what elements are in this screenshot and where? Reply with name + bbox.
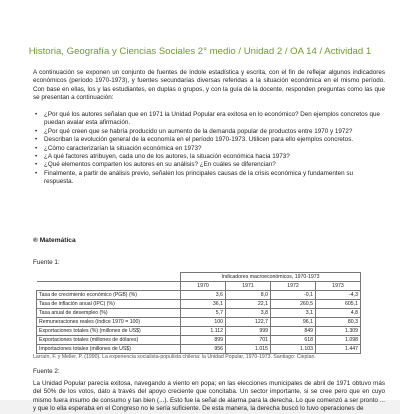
- year-header: 1970: [181, 282, 226, 291]
- row-label: Importaciones totales (millones de US$): [37, 345, 181, 354]
- source-2-paragraph: La Unidad Popular parecía exitosa, navegando a viento en popa; en las elecciones municipales de abril de 1971 obtuvo más del 50% de los votos, dato a través del apoyo creciente que concitaba. Un sector importante, si se cree pero que en cuyo mismo fuera insumo de consumo y tan bien (...). Esto fue la señal de alarma para la derecha. Lo que comenzó a ser pronto ... y que lo ella esperaba en el Congreso no le sería suficiente. De esta manera, la derecha buscó lo tuvo operaciones de: [33, 380, 385, 413]
- table-cell: 605,1: [316, 300, 361, 309]
- table-row: [37, 318, 361, 327]
- table-row: [37, 291, 361, 300]
- table-cell: 96,1: [271, 318, 316, 327]
- table-row: [37, 309, 361, 318]
- table-cell: 618: [271, 336, 316, 345]
- table-cell: 80,3: [316, 318, 361, 327]
- table-row: [37, 327, 361, 336]
- table-cell: 1.015: [226, 345, 271, 354]
- table-caption: Indicadores macroeconómicos, 1970-1973: [181, 273, 361, 282]
- table-cell: 899: [181, 336, 226, 345]
- table-row: [37, 336, 361, 345]
- table-cell: 8,0: [226, 291, 271, 300]
- table-caption-row: [37, 273, 361, 282]
- table-cell: 3,8: [226, 309, 271, 318]
- table-cell: 701: [226, 336, 271, 345]
- table-cell: 4,8: [316, 309, 361, 318]
- question-list: [33, 111, 383, 187]
- year-header: 1972: [271, 282, 316, 291]
- question-item: • ¿Por qué creen que se habría producido un aumento de la demanda popular de productos entre 1970 y 1972?: [33, 128, 383, 136]
- row-label: Remuneraciones reales (índice 1970 = 100): [37, 318, 181, 327]
- table-header-row: [37, 282, 361, 291]
- question-item: • ¿A qué factores atribuyen, cada uno de los autores, la situación económica hacia 1973?: [33, 153, 383, 161]
- table-cell: 1.098: [316, 336, 361, 345]
- row-label: Exportaciones totales (millones de dólares): [37, 336, 181, 345]
- intro-paragraph: A continuación se exponen un conjunto de fuentes de índole estadística y escrita, con el fin de reflejar algunos indicadores económicos (período 1970-1973), y fuentes secundarias diversas referidas a la situación económica en el mismo período. Con base en ellas, los y las estudiantes, en duplas o grupos, y con la guía de la docente, responden preguntas como las que se presentan a continuación:: [33, 69, 385, 102]
- table-cell: 3,1: [271, 309, 316, 318]
- question-item: • ¿Por qué los autores señalan que en 1971 la Unidad Popular era exitosa en lo económico? Den ejemplos concretos que puedan avalar esta afirmación.: [33, 111, 383, 128]
- indicators-table: [36, 272, 361, 354]
- table-cell: 122,7: [226, 318, 271, 327]
- question-item: • ¿Cómo caracterizarían la situación económica en 1973?: [33, 145, 383, 153]
- table-cell: -4,3: [316, 291, 361, 300]
- table-cell: 1.447: [316, 345, 361, 354]
- table-cell: 3,6: [181, 291, 226, 300]
- table-cell: 849: [271, 327, 316, 336]
- row-label: Tasa de crecimiento económico (PGB) (%): [37, 291, 181, 300]
- table-cell: 36,1: [181, 300, 226, 309]
- question-item: • Finalmente, a partir de análisis previo, señalen los principales causas de la crisis económica y fundamenten su respuesta.: [33, 170, 383, 187]
- table-cell: 1.309: [316, 327, 361, 336]
- question-item: • Describan la evolución general de la economía en el período 1970-1973. Utilicen para ello ejemplos concretos.: [33, 136, 383, 144]
- row-label: Tasa de inflación anual (IPC) (%): [37, 300, 181, 309]
- table-cell: 100: [181, 318, 226, 327]
- table-cell: 1.103: [271, 345, 316, 354]
- row-label: Exportaciones totales (%) (millones de US$): [37, 327, 181, 336]
- table-cell: 999: [226, 327, 271, 336]
- table-row: [37, 345, 361, 354]
- year-header: 1973: [316, 282, 361, 291]
- question-item: • ¿Qué elementos comparten los autores en su análisis? ¿En cuáles se diferencian?: [33, 161, 383, 169]
- source-1-label: Fuente 1:: [33, 259, 60, 266]
- source-2-label: Fuente 2:: [33, 368, 60, 375]
- table-cell: -0,1: [271, 291, 316, 300]
- table-cell: 956: [181, 345, 226, 354]
- page-title: Historia, Geografía y Ciencias Sociales 2° medio / Unidad 2 / OA 14 / Actividad 1: [28, 46, 372, 57]
- table-row: [37, 300, 361, 309]
- year-header: 1971: [226, 282, 271, 291]
- table-cell: 1.112: [181, 327, 226, 336]
- table-cell: 5,7: [181, 309, 226, 318]
- section-heading-matematica: ® Matemática: [33, 237, 76, 244]
- table-cell: 260,5: [271, 300, 316, 309]
- table-source-note: Larraín, F. y Meller, P. (1990). La experiencia socialista-populista chilena: la Unidad Popular, 1970-1973. Santiago: Cieplan.: [33, 354, 316, 360]
- table-cell: 22,1: [226, 300, 271, 309]
- row-label: Tasa anual de desempleo (%): [37, 309, 181, 318]
